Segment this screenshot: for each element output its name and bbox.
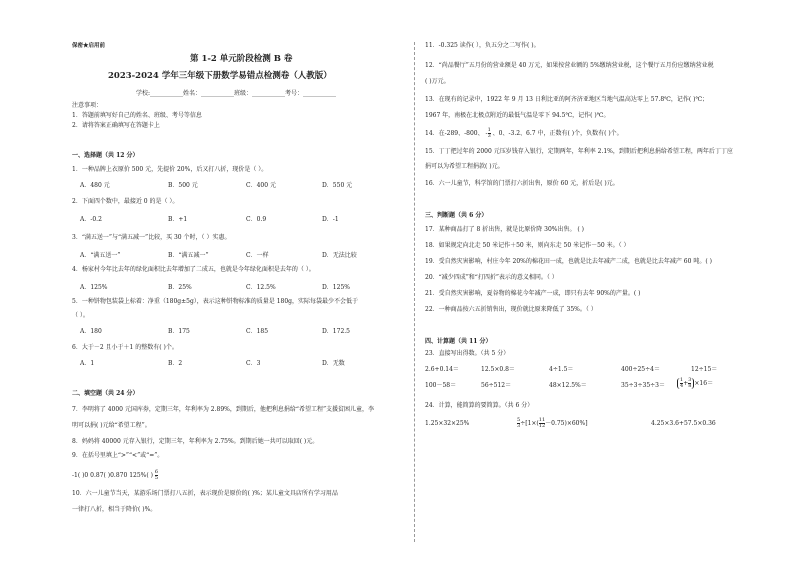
expr-2: [517, 416, 588, 432]
exam-subtitle: 2023-2024 学年三年级下册数学易错点检测卷（人教版）: [108, 71, 332, 81]
expr-1: 1.25×32×25%: [425, 420, 470, 427]
question-7-cont: 明可以捐( )元给“希望工程”。: [72, 422, 151, 429]
q6-option-c[interactable]: C．3: [246, 360, 261, 367]
q5-option-c[interactable]: C．185: [246, 328, 269, 335]
q2-option-b[interactable]: B．+1: [168, 216, 188, 223]
q14-frac-num: 1: [487, 127, 491, 133]
q5-option-d[interactable]: D．172.5: [322, 328, 350, 335]
calc-10: [677, 376, 713, 392]
question-20: 20．“减少四成”和“打四折”表示的意义相同。（ ）: [425, 274, 558, 281]
calc-7: 56÷512＝: [481, 382, 512, 389]
q6-option-d[interactable]: D．无数: [322, 360, 345, 367]
q3-option-c[interactable]: C．一样: [246, 252, 269, 259]
question-9: 9．在括号里填上“>”“<”或“=”。: [72, 452, 164, 459]
section-judge-title: 三、判断题（共 6 分）: [425, 212, 488, 219]
q6-option-b[interactable]: B．2: [168, 360, 183, 367]
question-15-cont: 捐可以为希望工程捐款( )元。: [425, 163, 504, 170]
calc-10-frac-right: [688, 378, 691, 389]
q4-option-b[interactable]: B．25%: [168, 284, 192, 291]
question-13: 13．在现有的记录中，1922 年 9 月 13 日利比亚的阿齐济亚地区当地气温高达零上 57.8℃，记作( )℃；: [425, 96, 709, 103]
q9-frac-den: 5: [154, 475, 159, 481]
q6-option-a[interactable]: A．1: [80, 360, 95, 367]
question-17: 17．某种商品打了 8 折出售，就是比原价降 30%出售。 ( ): [425, 226, 585, 233]
question-19: 19．受自然灾害影响，村庄今年 20%的棉花田一成，也就是比去年减产二成，也就是比去年减产 60 吨。( ): [425, 258, 712, 265]
calc-6: 100－58＝: [425, 382, 457, 389]
exam-title: 第 1-2 单元阶段检测 B 卷: [190, 54, 293, 64]
expr-3: 4.25×3.6+57.5×0.36: [651, 420, 716, 427]
m-top-right: 3: [688, 377, 692, 383]
question-16: 16．六一儿童节，科学馆的门票打六折出售，原价 60 元，折后是( )元。: [425, 180, 619, 187]
calc-2: 12.5×0.8＝: [481, 366, 515, 373]
question-21: 21．受自然灾害影响，夏谷物的棉花今年减产一成，即只有去年 90%的产量。( ): [425, 290, 641, 297]
e2-f2-den: 12: [538, 423, 546, 429]
column-divider: [414, 42, 415, 542]
question-5: 5．一种饼物包装袋上标着：净重（180g±5g），表示这种饼物标准的质量是 180g，实际每袋最少不会低于: [72, 298, 358, 305]
question-14: [425, 128, 623, 139]
e2-part-b: ×(: [531, 420, 539, 427]
question-24: 24．计算，能简算的要简算。（共 6 分）: [425, 402, 534, 409]
q4-option-a[interactable]: A．125%: [80, 284, 108, 291]
question-13-cont: 1967 年，南极在北极点附近的最低气温是零下 94.5℃，记作( )℃。: [425, 112, 610, 119]
q9-fraction: [155, 470, 158, 481]
q14-frac-den: 3: [487, 133, 491, 139]
q2-option-d[interactable]: D．-1: [322, 216, 339, 223]
question-12: 12．“尚品餐厅”五月份的营业额是 40 万元，如果按营业额的 5%缴纳营业税，这个餐厅五月份应缴纳营业税: [425, 62, 714, 69]
question-1: 1．一种品牌上衣原价 500 元，先提价 20%，后又打八折，现价是（ ）。: [72, 166, 268, 173]
q5-option-b[interactable]: B．175: [168, 328, 190, 335]
q9-items-text: -1( )0 0.87( )0.870 125%( ): [72, 472, 153, 479]
calc-1: 2.6+0.14＝: [425, 366, 459, 373]
note-2: 2．请将答案正确填写在答题卡上: [72, 122, 160, 129]
question-5-blank: （ ）。: [72, 312, 89, 319]
calc-5: 12÷15＝: [691, 366, 718, 373]
q1-option-d[interactable]: D．550 元: [322, 182, 353, 189]
q5-option-a[interactable]: A．180: [80, 328, 102, 335]
calc-9: 35÷3÷35÷3＝: [621, 382, 665, 389]
q3-option-a[interactable]: A．“满五送一”: [80, 252, 121, 259]
question-18: 18．如果规定向北走 50 米记作＋50 米，则向东走 50 米记作－50 米。（ ）: [425, 242, 630, 249]
note-1: 1．答题前填写好自己的姓名、班级、考号等信息: [72, 112, 202, 119]
question-22: 22．一种商品按六五折销售出，现价就比原来降低了 35%。（ ）: [425, 306, 597, 313]
calc-4: 400÷25÷4＝: [621, 366, 660, 373]
student-info-line[interactable]: 学校:___________姓名：___________班级：___________考号：___________: [136, 90, 337, 97]
question-9-items: [72, 470, 158, 481]
q2-option-c[interactable]: C．0.9: [246, 216, 267, 223]
secret-label: 保密★启用前: [72, 43, 106, 49]
question-11: 11．-0.325 读作( ），负五分之二写作( )。: [425, 42, 540, 49]
q4-option-c[interactable]: C．12.5%: [246, 284, 276, 291]
question-7: 7．李明将了 4000 元国库券，定期三年，年利率为 2.89%，到期后，他把利息捐给“希望工程”支援贫困儿童，李: [72, 406, 375, 413]
q14-text-a: 14．在-289、-800、: [425, 130, 484, 137]
e2-f1-den: 3: [517, 423, 521, 429]
m-bot-right: 8: [688, 383, 692, 389]
question-10: 10．六一儿童节当天，某游乐场门票打八五折，表示现价是原价的( )%；某儿童文具店所有学习用品: [72, 490, 338, 497]
q1-option-c[interactable]: C．400 元: [246, 182, 276, 189]
e2-f2-num: 11: [538, 417, 546, 423]
q14-text-b: 、0、-3.2、6.7 中，正数有( )个，负数有( )个。: [492, 130, 623, 137]
e2-part-a: ÷[: [520, 420, 528, 427]
calc-8: 48×12.5%＝: [549, 382, 587, 389]
q2-option-a[interactable]: A．-0.2: [80, 216, 102, 223]
q4-option-d[interactable]: D．125%: [322, 284, 350, 291]
question-6: 6．大于－2 且小于＋1 的整数有( )个。: [72, 344, 178, 351]
question-4: 4．杨家村今年比去年的绿化面积比去年增加了二成五，也就是今年绿化面积是去年的（ ）。: [72, 266, 315, 273]
e2-one: 1: [527, 420, 532, 427]
calc-10-bracket: $\frac{1}{4}$ + $\frac{3}{8}$: [677, 378, 694, 389]
notes-title: 注意事项：: [72, 102, 103, 109]
section-calc-title: 四、计算题（共 11 分）: [425, 338, 492, 345]
m-top-left: 1: [680, 377, 684, 383]
calc-10-tail: ×16＝: [694, 380, 714, 387]
e2-f1-num: 5: [517, 417, 521, 423]
q14-fraction: [485, 127, 491, 139]
question-10-cont: 一律打八折，相当于降价( )%。: [72, 506, 157, 513]
question-3: 3．“满五送一”与“满五减一”比较，买 30 个时，（ ）实惠。: [72, 234, 231, 241]
q1-option-b[interactable]: B．500 元: [168, 182, 198, 189]
m-bot-left: 4: [680, 383, 684, 389]
q14-minus: -: [485, 130, 488, 137]
q3-option-d[interactable]: D．无法比较: [322, 252, 357, 259]
calc-3: 4÷1.5＝: [549, 366, 574, 373]
q9-frac-num: 6: [154, 469, 159, 475]
question-2: 2．下面四个数中，最接近 0 的是（ ）。: [72, 198, 179, 205]
e2-part-c: －0.75)×60%]: [545, 420, 588, 427]
section-fill-title: 二、填空题（共 24 分）: [72, 390, 139, 397]
question-8: 8．妈妈将 40000 元存入银行，定期三年，年利率为 2.75%。到期后她一共可以取回( )元。: [72, 438, 319, 445]
question-23: 23．直接写出得数。（共 5 分）: [425, 350, 510, 357]
question-12-cont: ( )万元。: [425, 78, 450, 85]
question-15: 15．丁丁把过年的 2000 元压岁钱存入银行，定期两年，年利率 2.1%，到期后把利息捐给希望工程，两年后丁丁应: [425, 148, 733, 155]
section-choice-title: 一、选择题（共 12 分）: [72, 152, 139, 159]
q3-option-b[interactable]: B．“满五减一”: [168, 252, 209, 259]
q1-option-a[interactable]: A．480 元: [80, 182, 110, 189]
